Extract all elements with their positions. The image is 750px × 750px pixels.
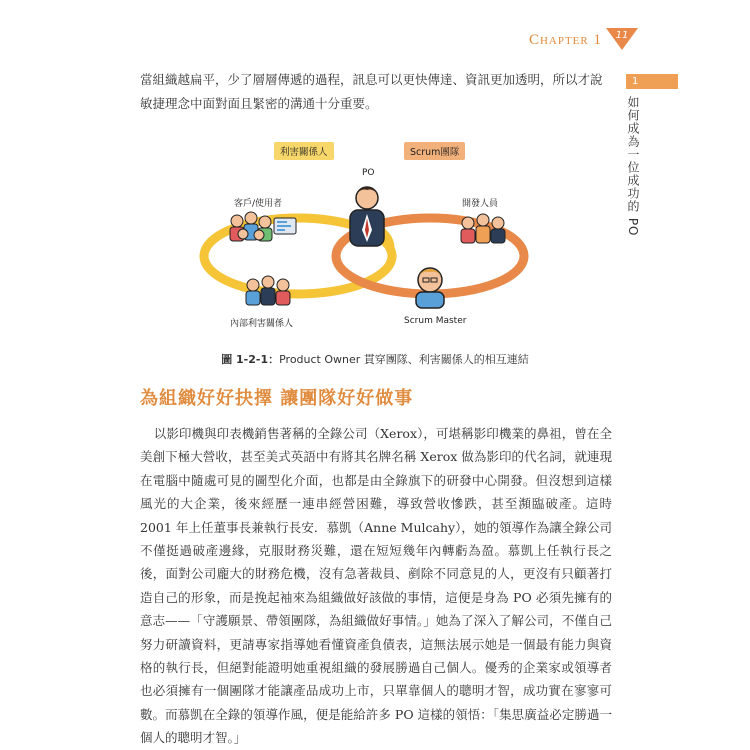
section-body: 以影印機與印表機銷售著稱的全錄公司（Xerox），可堪稱影印機業的鼻祖，曾在全美創下極大營收，甚至美式英語中有將其名牌名稱 Xerox 做為影印的代名詞，就連現在電腦中隨處可見的圖型化介面，也都是由全錄旗下的研發中心開發。但沒想到這樣風光的大企業，後來經歷一連串經營困難，導致營收慘跌，甚至瀕臨破產。這時 2001 年上任董事長兼執行長安．慕凱（Anne Mulcahy），她的領導作為讓全錄公司不僅挺過破產邊緣，克服財務災難，還在短短幾年內轉虧為盈。慕凱上任執行長之後，面對公司龐大的財務危機，沒有急著裁員、剷除不同意見的人，更沒有只顧著打造自己的形象，而是挽起袖來為組織做好該做的事情，這便是身為 PO 必須先擁有的意志——「守護願景、帶領團隊，為組織做好事情。」她為了深入了解公司，不僅自己努力研讀資料，更請專家指導她看懂資產負債表，這無法展示她是一個最有能力與資格的執行長，但絕對能證明她重視組織的發展勝過自己個人。優秀的企業家或領導者也必須擁有一個團隊才能讓產品成功上市，只單靠個人的聰明才智，成功實在寥寥可數。而慕凱在全錄的領導作風，便是能給許多 PO 這樣的領悟：「集思廣益必定勝過一個人的聰明才智。」: [140, 426, 612, 746]
figure-number: 圖 1-2-1：: [221, 353, 280, 366]
label-scrum-master: Scrum Master: [404, 316, 467, 326]
chapter-label: Chapter 1: [528, 32, 602, 48]
internal-stakeholders-figure-icon: [246, 276, 290, 305]
label-customers: 客戶/使用者: [234, 199, 283, 209]
chapter-side-title: 如何成為一位成功的 PO: [626, 96, 640, 237]
tag-scrum-team: Scrum團隊: [404, 142, 465, 160]
tag-stakeholders: 利害關係人: [274, 142, 334, 160]
figure-caption-text: Product Owner 貫穿團隊、利害關係人的相互連結: [279, 353, 529, 366]
label-internal-stakeholders: 內部利害關係人: [230, 319, 294, 329]
scrum-master-figure-icon: [416, 268, 444, 308]
page-number: 11: [615, 30, 629, 41]
po-connection-diagram: [190, 138, 550, 338]
developers-figure-icon: [461, 214, 505, 243]
label-po: PO: [362, 168, 375, 178]
chapter-side-tab: 1: [626, 74, 678, 89]
po-figure-icon: [350, 187, 384, 246]
intro-paragraph: 當組織越扁平，少了層層傳遞的過程，訊息可以更快傳達、資訊更加透明，所以才說敏捷理念中面對面且緊密的溝通十分重要。: [140, 72, 603, 111]
label-developers: 開發人員: [462, 199, 499, 209]
figure-caption: [0, 351, 750, 367]
section-title: 為組織好好抉擇 讓團隊好好做事: [140, 388, 414, 409]
